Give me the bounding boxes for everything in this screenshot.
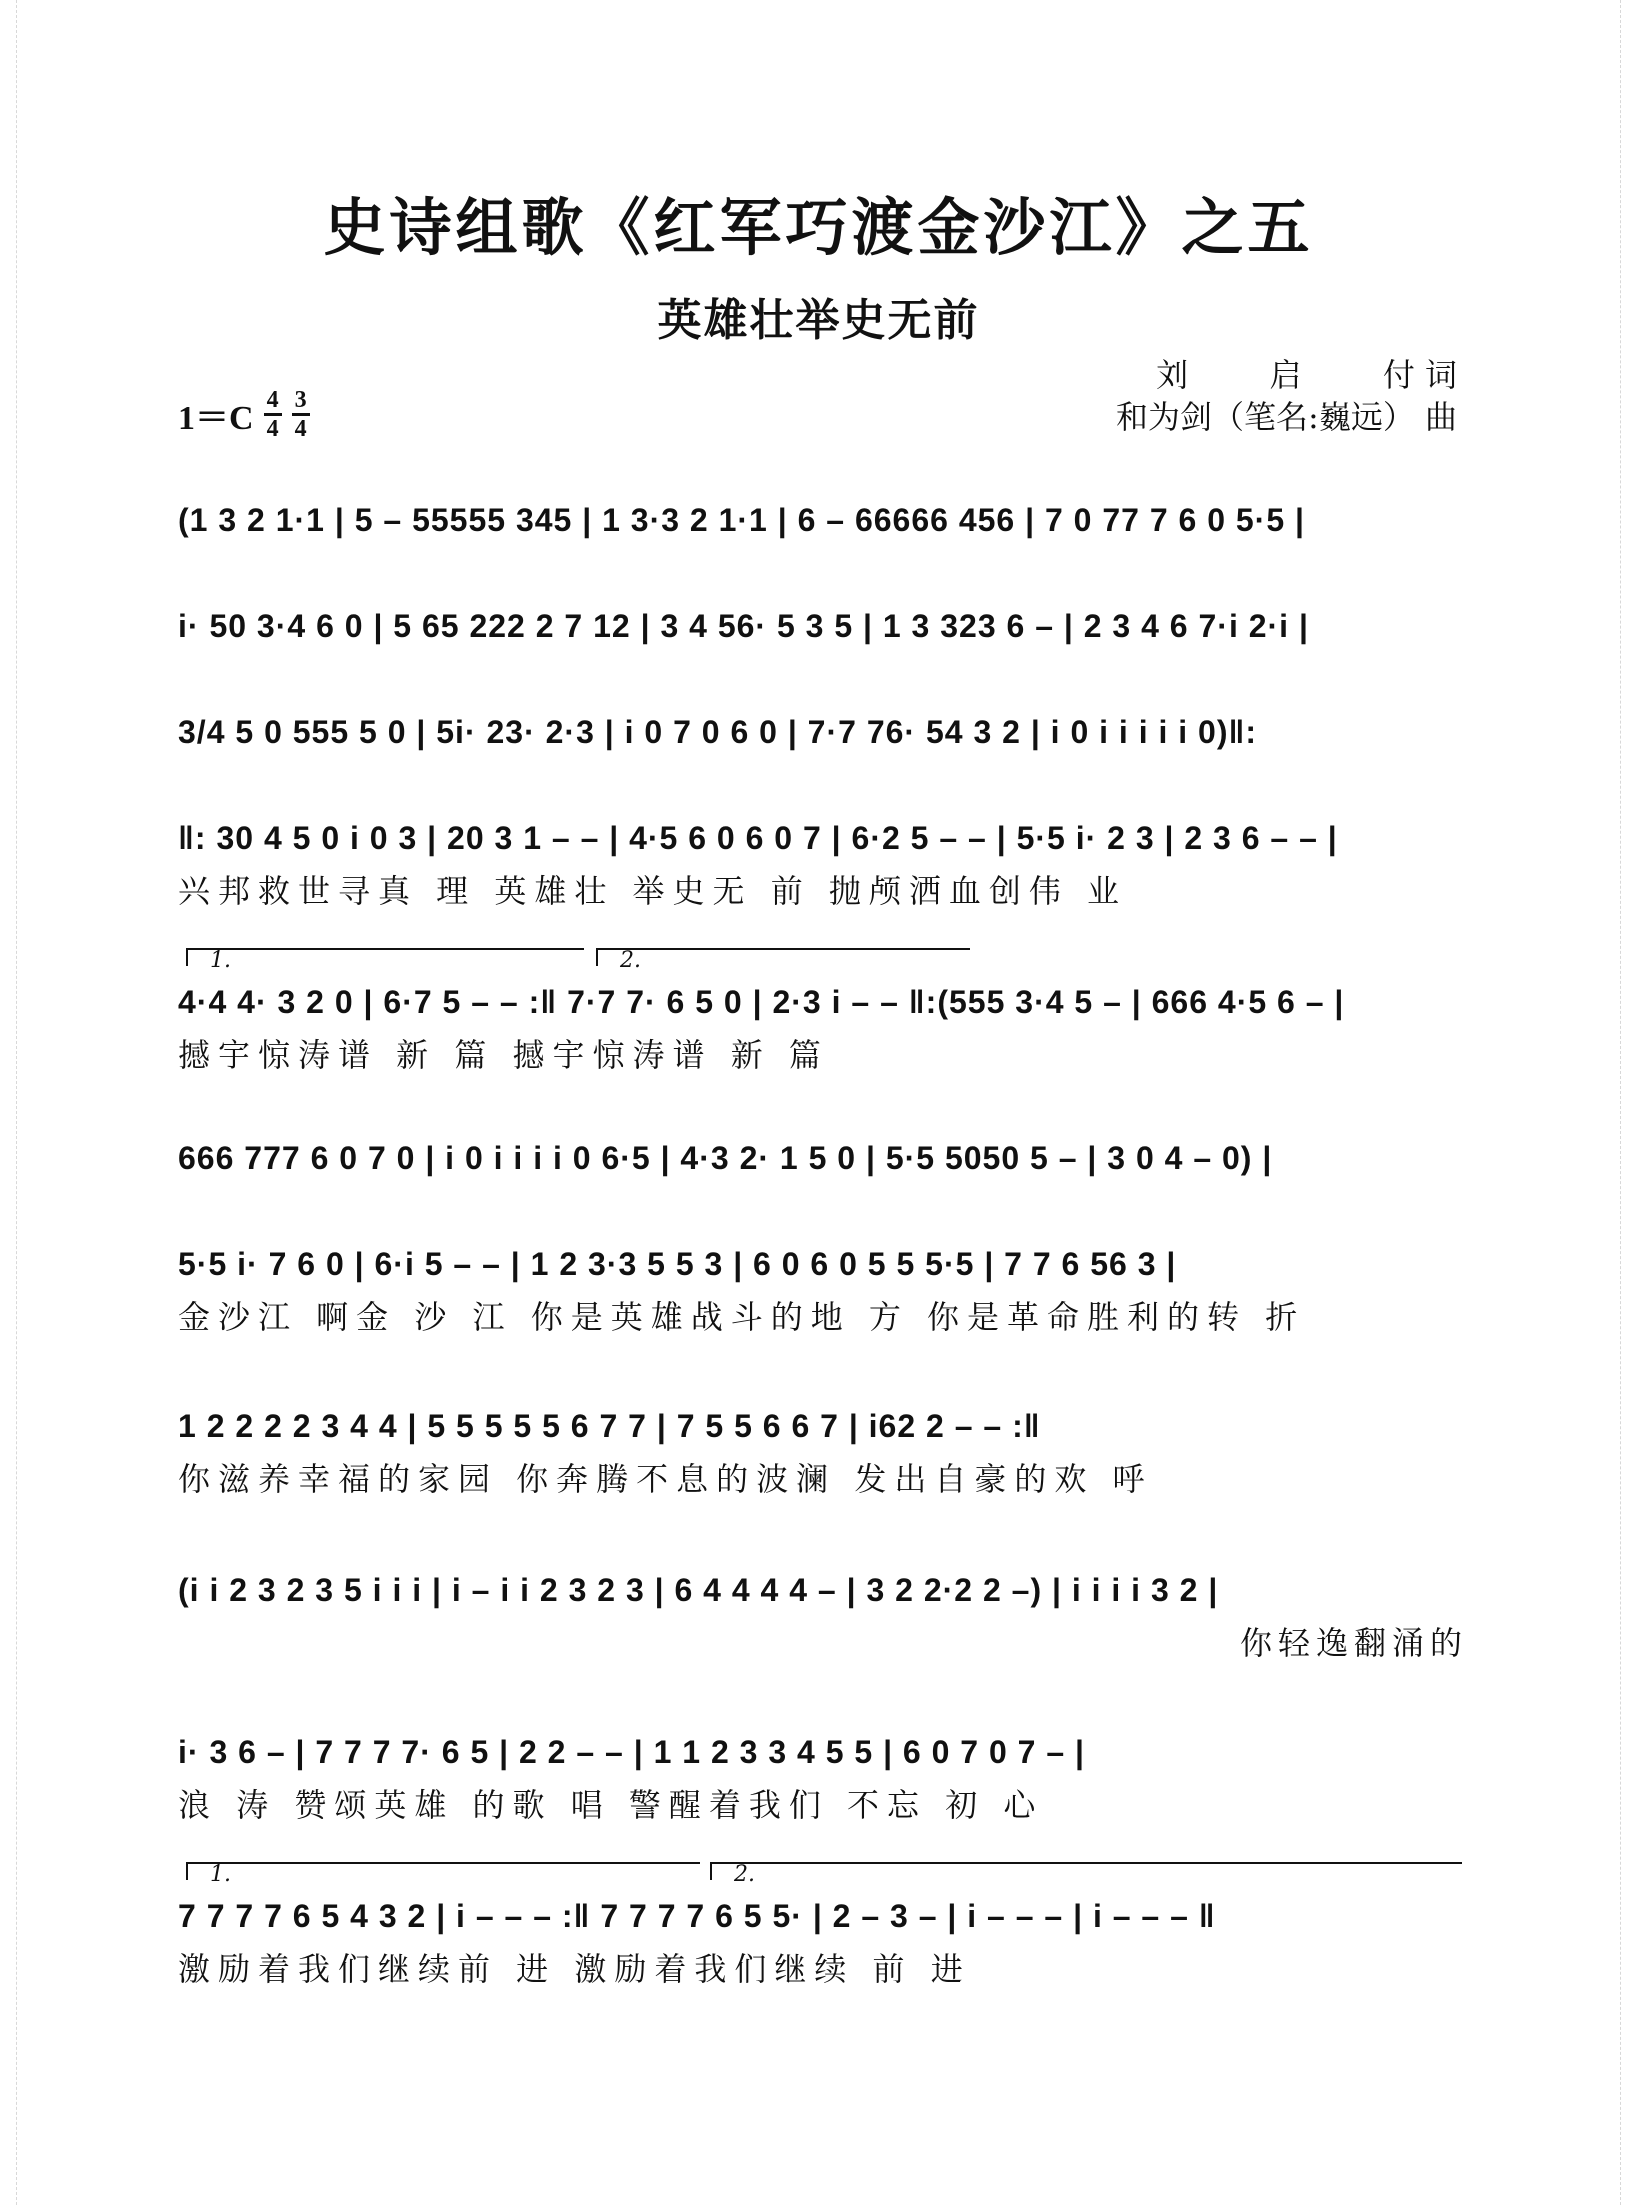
lyric-line-7: 金沙江 啊金 沙 江 你是英雄战斗的地 方 你是革命胜利的转 折 xyxy=(178,1298,1306,1336)
lyric-line-11: 激励着我们继续前 进 激励着我们继续 前 进 xyxy=(178,1950,971,1988)
lyric-line-5: 撼宇惊涛谱 新 篇 撼宇惊涛谱 新 篇 xyxy=(178,1036,829,1074)
score-line-11: 7 7 7 7 6 5 4 3 2 | i – – – :‖ 7 7 7 7 6 5 5· | 2 – 3 – | i – – – | i – – – ‖ xyxy=(178,1897,1216,1934)
score-line-7: 5·5 i· 7 6 0 | 6·i 5 – – | 1 2 3·3 5 5 3 | 6 0 6 0 5 5 5·5 | 7 7 6 56 3 | xyxy=(178,1245,1177,1282)
score-line-3: 3/4 5 0 555 5 0 | 5i· 23· 2·3 | i 0 7 0 6 0 | 7·7 76· 54 3 2 | i 0 i i i i i 0)‖: xyxy=(178,713,1258,750)
key-signature xyxy=(178,388,310,441)
lyricist-credit: 刘 启 付 词 xyxy=(1156,356,1457,394)
volta-bracket-3 xyxy=(186,1862,700,1887)
score-line-10: i· 3 6 – | 7 7 7 7· 6 5 | 2 2 – – | 1 1 2 3 3 4 5 5 | 6 0 7 0 7 – | xyxy=(178,1733,1085,1770)
score-line-4: ‖: 30 4 5 0 i 0 3 | 20 3 1 – – | 4·5 6 0 6 0 7 | 6·2 5 – – | 5·5 i· 2 3 | 2 3 6 – – | xyxy=(178,819,1338,856)
score-line-2: i· 50 3·4 6 0 | 5 65 222 2 7 12 | 3 4 56· 5 3 5 | 1 3 323 6 – | 2 3 4 6 7·i 2·i | xyxy=(178,607,1309,644)
volta-3-label: 1. xyxy=(210,1862,231,1887)
score-line-6: 666 777 6 0 7 0 | i 0 i i i i 0 6·5 | 4·3 2· 1 5 0 | 5·5 5050 5 – | 3 0 4 – 0) | xyxy=(178,1139,1273,1176)
volta-bracket-4 xyxy=(710,1862,1462,1887)
lyric-line-4: 兴邦救世寻真 理 英雄壮 举史无 前 抛颅洒血创伟 业 xyxy=(178,872,1128,910)
lyric-line-8: 你滋养幸福的家园 你奔腾不息的波澜 发出自豪的欢 呼 xyxy=(178,1460,1153,1498)
volta-4-label: 2. xyxy=(734,1862,755,1887)
page-subtitle: 英雄壮举史无前 xyxy=(657,295,980,346)
time-signature-1 xyxy=(264,388,282,441)
time2-top: 3 xyxy=(294,387,307,413)
score-line-5: 4·4 4· 3 2 0 | 6·7 5 – – :‖ 7·7 7· 6 5 0 | 2·3 i – – ‖:(555 3·4 5 – | 666 4·5 6 – | xyxy=(178,983,1345,1020)
score-line-1: (1 3 2 1·1 | 5 – 55555 345 | 1 3·3 2 1·1 | 6 – 66666 456 | 7 0 77 7 6 0 5·5 | xyxy=(178,501,1305,538)
lyric-line-9: 你轻逸翻涌的 xyxy=(1239,1624,1468,1662)
key-label: 1＝C xyxy=(178,400,254,437)
time1-bottom: 4 xyxy=(266,416,279,442)
time2-bottom: 4 xyxy=(294,416,307,442)
volta-bracket-2 xyxy=(596,948,970,973)
volta-2-label: 2. xyxy=(620,948,641,973)
score-line-9: (i i 2 3 2 3 5 i i i | i – i i 2 3 2 3 | 6 4 4 4 4 – | 3 2 2·2 2 –) | i i i i 3 2 | xyxy=(178,1571,1219,1608)
lyric-line-10: 浪 涛 赞颂英雄 的歌 唱 警醒着我们 不忘 初 心 xyxy=(178,1786,1044,1824)
composer-credit: 和为剑（笔名:巍远） 曲 xyxy=(1116,398,1457,436)
time1-top: 4 xyxy=(266,387,279,413)
volta-1-label: 1. xyxy=(210,948,231,973)
page-title: 史诗组歌《红军巧渡金沙江》之五 xyxy=(323,191,1314,264)
score-line-8: 1 2 2 2 2 3 4 4 | 5 5 5 5 5 6 7 7 | 7 5 5 6 6 7 | i62 2 – – :‖ xyxy=(178,1407,1041,1444)
volta-bracket-1 xyxy=(186,948,584,973)
time-signature-2 xyxy=(292,388,310,441)
